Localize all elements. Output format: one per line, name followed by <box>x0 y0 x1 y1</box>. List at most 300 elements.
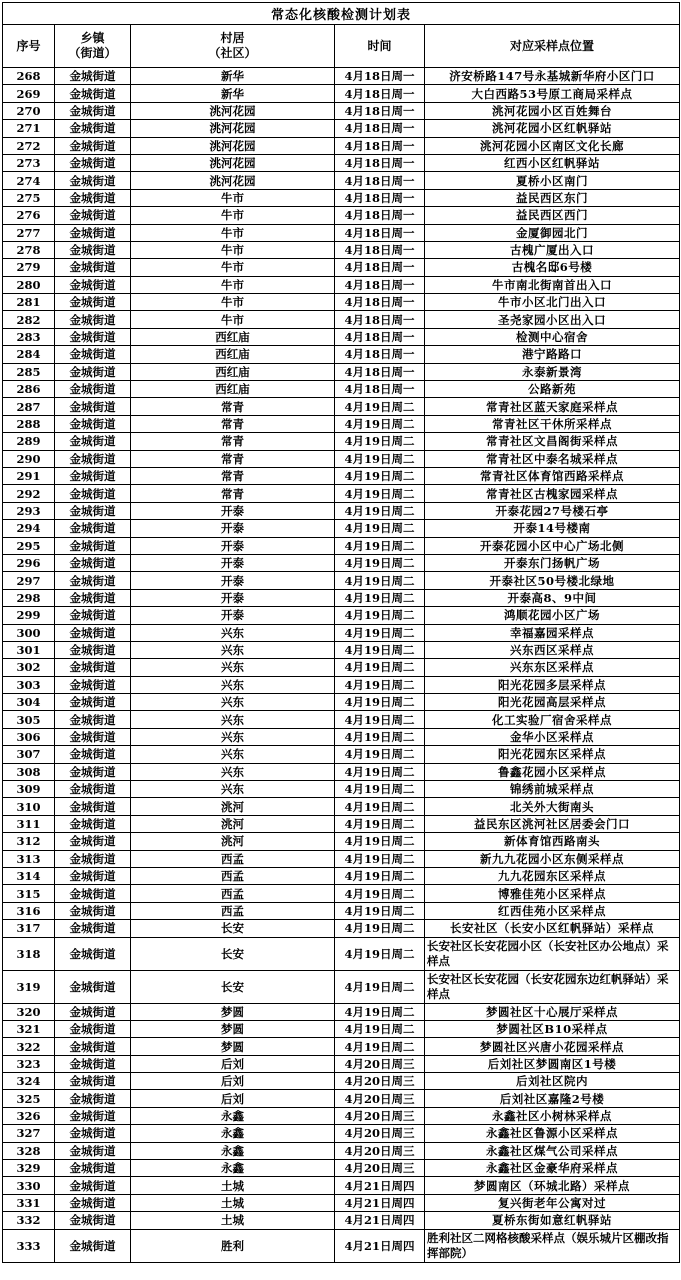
table-row <box>3 937 680 970</box>
cell-site: 圣尧家园小区出入口 <box>425 311 680 328</box>
cell-village: 兴东 <box>131 763 335 780</box>
cell-village: 洮河 <box>131 815 335 832</box>
table-row <box>3 867 680 884</box>
cell-no: 286 <box>3 381 55 398</box>
cell-site: 济安桥路147号永基城新华府小区门口 <box>425 68 680 85</box>
table-row <box>3 311 680 328</box>
cell-site: 益民西区东门 <box>425 189 680 206</box>
table-row <box>3 1194 680 1211</box>
cell-town: 金城街道 <box>55 241 131 258</box>
table-row <box>3 1212 680 1229</box>
cell-village: 兴东 <box>131 711 335 728</box>
cell-time: 4月19日周二 <box>335 711 425 728</box>
cell-town: 金城街道 <box>55 920 131 937</box>
cell-no: 320 <box>3 1003 55 1020</box>
cell-village: 牛市 <box>131 259 335 276</box>
table-row <box>3 415 680 432</box>
cell-village: 西孟 <box>131 902 335 919</box>
cell-town: 金城街道 <box>55 885 131 902</box>
cell-no: 317 <box>3 920 55 937</box>
cell-site: 开泰东门扬帆广场 <box>425 554 680 571</box>
header-row <box>3 25 680 68</box>
cell-time: 4月18日周一 <box>335 224 425 241</box>
cell-no: 268 <box>3 68 55 85</box>
table-row <box>3 1038 680 1055</box>
table-title: 常态化核酸检测计划表 <box>3 3 680 25</box>
table-row <box>3 676 680 693</box>
cell-no: 307 <box>3 746 55 763</box>
cell-time: 4月19日周二 <box>335 763 425 780</box>
cell-village: 常青 <box>131 485 335 502</box>
cell-site: 后刘社区梦圆南区1号楼 <box>425 1055 680 1072</box>
cell-no: 302 <box>3 659 55 676</box>
header-village-line2: （社区） <box>208 46 257 60</box>
cell-time: 4月18日周一 <box>335 137 425 154</box>
table-body <box>3 68 680 1263</box>
cell-town: 金城街道 <box>55 867 131 884</box>
cell-village: 常青 <box>131 415 335 432</box>
cell-time: 4月19日周二 <box>335 433 425 450</box>
cell-town: 金城街道 <box>55 259 131 276</box>
table-row <box>3 189 680 206</box>
cell-village: 西红庙 <box>131 363 335 380</box>
header-no: 序号 <box>3 25 55 68</box>
cell-site: 永鑫社区金豪华府采样点 <box>425 1160 680 1177</box>
cell-town: 金城街道 <box>55 1090 131 1107</box>
cell-time: 4月19日周二 <box>335 798 425 815</box>
cell-town: 金城街道 <box>55 172 131 189</box>
cell-village: 兴东 <box>131 781 335 798</box>
cell-town: 金城街道 <box>55 1073 131 1090</box>
table-row <box>3 485 680 502</box>
cell-town: 金城街道 <box>55 154 131 171</box>
cell-no: 316 <box>3 902 55 919</box>
cell-no: 303 <box>3 676 55 693</box>
cell-time: 4月21日周四 <box>335 1212 425 1229</box>
cell-village: 土城 <box>131 1212 335 1229</box>
cell-village: 洮河花园 <box>131 102 335 119</box>
cell-town: 金城街道 <box>55 641 131 658</box>
cell-village: 牛市 <box>131 311 335 328</box>
cell-no: 292 <box>3 485 55 502</box>
cell-town: 金城街道 <box>55 607 131 624</box>
cell-time: 4月18日周一 <box>335 68 425 85</box>
cell-time: 4月19日周二 <box>335 415 425 432</box>
cell-site: 大白西路53号原工商局采样点 <box>425 85 680 102</box>
cell-site: 兴东东区采样点 <box>425 659 680 676</box>
cell-town: 金城街道 <box>55 676 131 693</box>
cell-time: 4月19日周二 <box>335 485 425 502</box>
cell-town: 金城街道 <box>55 485 131 502</box>
cell-no: 326 <box>3 1107 55 1124</box>
cell-village: 梦圆 <box>131 1003 335 1020</box>
cell-town: 金城街道 <box>55 1160 131 1177</box>
cell-town: 金城街道 <box>55 537 131 554</box>
table-row <box>3 607 680 624</box>
cell-site: 常青社区体育馆西路采样点 <box>425 467 680 484</box>
cell-no: 287 <box>3 398 55 415</box>
cell-no: 309 <box>3 781 55 798</box>
cell-time: 4月18日周一 <box>335 154 425 171</box>
cell-village: 常青 <box>131 450 335 467</box>
cell-time: 4月18日周一 <box>335 189 425 206</box>
cell-site: 常青社区干休所采样点 <box>425 415 680 432</box>
header-time: 时间 <box>335 25 425 68</box>
cell-no: 294 <box>3 520 55 537</box>
cell-no: 331 <box>3 1194 55 1211</box>
cell-time: 4月20日周三 <box>335 1090 425 1107</box>
cell-no: 279 <box>3 259 55 276</box>
table-row <box>3 763 680 780</box>
cell-no: 284 <box>3 346 55 363</box>
cell-site: 后刘社区嘉隆2号楼 <box>425 1090 680 1107</box>
cell-no: 333 <box>3 1229 55 1262</box>
cell-village: 梦圆 <box>131 1038 335 1055</box>
table-row <box>3 467 680 484</box>
table-row <box>3 850 680 867</box>
cell-village: 开泰 <box>131 502 335 519</box>
cell-site: 阳光花园高层采样点 <box>425 694 680 711</box>
cell-town: 金城街道 <box>55 1020 131 1037</box>
table-row <box>3 885 680 902</box>
cell-no: 298 <box>3 589 55 606</box>
cell-town: 金城街道 <box>55 363 131 380</box>
cell-town: 金城街道 <box>55 1212 131 1229</box>
cell-no: 310 <box>3 798 55 815</box>
cell-time: 4月19日周二 <box>335 520 425 537</box>
header-village <box>131 25 335 68</box>
cell-village: 西孟 <box>131 850 335 867</box>
cell-time: 4月18日周一 <box>335 259 425 276</box>
cell-site: 长安社区（长安小区红帆驿站）采样点 <box>425 920 680 937</box>
cell-time: 4月19日周二 <box>335 676 425 693</box>
cell-no: 273 <box>3 154 55 171</box>
plan-table <box>2 2 680 1263</box>
cell-no: 270 <box>3 102 55 119</box>
cell-village: 开泰 <box>131 572 335 589</box>
cell-time: 4月18日周一 <box>335 381 425 398</box>
cell-time: 4月19日周二 <box>335 902 425 919</box>
cell-time: 4月19日周二 <box>335 572 425 589</box>
cell-no: 299 <box>3 607 55 624</box>
cell-site: 阳光花园东区采样点 <box>425 746 680 763</box>
table-row <box>3 815 680 832</box>
cell-site: 常青社区中泰名城采样点 <box>425 450 680 467</box>
table-row <box>3 433 680 450</box>
cell-village: 长安 <box>131 920 335 937</box>
table-row <box>3 224 680 241</box>
cell-site: 化工实验厂宿舍采样点 <box>425 711 680 728</box>
table-row <box>3 502 680 519</box>
cell-no: 315 <box>3 885 55 902</box>
cell-site: 益民西区西门 <box>425 207 680 224</box>
cell-no: 327 <box>3 1125 55 1142</box>
cell-town: 金城街道 <box>55 1194 131 1211</box>
cell-no: 276 <box>3 207 55 224</box>
cell-no: 296 <box>3 554 55 571</box>
header-town-line2: （街道） <box>68 46 117 60</box>
cell-village: 兴东 <box>131 641 335 658</box>
cell-no: 282 <box>3 311 55 328</box>
cell-village: 牛市 <box>131 189 335 206</box>
cell-time: 4月21日周四 <box>335 1177 425 1194</box>
title-row <box>3 3 680 25</box>
cell-town: 金城街道 <box>55 589 131 606</box>
cell-village: 后刘 <box>131 1055 335 1072</box>
cell-site: 牛市小区北门出入口 <box>425 294 680 311</box>
cell-site: 港宁路路口 <box>425 346 680 363</box>
cell-town: 金城街道 <box>55 137 131 154</box>
cell-site: 永鑫社区煤气公司采样点 <box>425 1142 680 1159</box>
cell-site: 长安社区长安花园（长安花园东边红帆驿站）采样点 <box>425 970 680 1003</box>
cell-time: 4月21日周四 <box>335 1229 425 1262</box>
cell-time: 4月18日周一 <box>335 294 425 311</box>
cell-site: 牛市南北街南首出入口 <box>425 276 680 293</box>
table-row <box>3 1107 680 1124</box>
cell-time: 4月19日周二 <box>335 589 425 606</box>
table-row <box>3 1073 680 1090</box>
table-row <box>3 294 680 311</box>
cell-village: 洮河花园 <box>131 172 335 189</box>
cell-time: 4月19日周二 <box>335 607 425 624</box>
cell-village: 土城 <box>131 1194 335 1211</box>
cell-town: 金城街道 <box>55 1055 131 1072</box>
cell-village: 牛市 <box>131 294 335 311</box>
cell-time: 4月19日周二 <box>335 970 425 1003</box>
cell-no: 280 <box>3 276 55 293</box>
cell-no: 322 <box>3 1038 55 1055</box>
cell-village: 常青 <box>131 467 335 484</box>
cell-time: 4月19日周二 <box>335 728 425 745</box>
cell-time: 4月19日周二 <box>335 659 425 676</box>
cell-site: 金华小区采样点 <box>425 728 680 745</box>
table-row <box>3 624 680 641</box>
cell-time: 4月19日周二 <box>335 781 425 798</box>
table-row <box>3 781 680 798</box>
cell-site: 新体育馆西路南头 <box>425 833 680 850</box>
cell-town: 金城街道 <box>55 659 131 676</box>
cell-no: 308 <box>3 763 55 780</box>
cell-time: 4月19日周二 <box>335 885 425 902</box>
cell-no: 328 <box>3 1142 55 1159</box>
cell-village: 永鑫 <box>131 1125 335 1142</box>
cell-no: 314 <box>3 867 55 884</box>
cell-time: 4月19日周二 <box>335 624 425 641</box>
cell-village: 开泰 <box>131 607 335 624</box>
cell-town: 金城街道 <box>55 467 131 484</box>
cell-village: 长安 <box>131 970 335 1003</box>
cell-village: 牛市 <box>131 241 335 258</box>
cell-village: 土城 <box>131 1177 335 1194</box>
cell-time: 4月19日周二 <box>335 867 425 884</box>
cell-site: 胜利社区二网格核酸采样点（娱乐城片区棚改指挥部院） <box>425 1229 680 1262</box>
cell-village: 洮河花园 <box>131 120 335 137</box>
cell-site: 后刘社区院内 <box>425 1073 680 1090</box>
cell-time: 4月20日周三 <box>335 1107 425 1124</box>
cell-village: 西孟 <box>131 867 335 884</box>
cell-town: 金城街道 <box>55 694 131 711</box>
table-row <box>3 328 680 345</box>
cell-no: 281 <box>3 294 55 311</box>
cell-site: 公路新苑 <box>425 381 680 398</box>
cell-no: 274 <box>3 172 55 189</box>
cell-village: 永鑫 <box>131 1107 335 1124</box>
cell-time: 4月19日周二 <box>335 833 425 850</box>
table-row <box>3 1003 680 1020</box>
cell-village: 兴东 <box>131 624 335 641</box>
cell-village: 西孟 <box>131 885 335 902</box>
cell-town: 金城街道 <box>55 781 131 798</box>
table-row <box>3 641 680 658</box>
table-row <box>3 920 680 937</box>
cell-town: 金城街道 <box>55 850 131 867</box>
table-row <box>3 694 680 711</box>
cell-site: 常青社区文昌阁街采样点 <box>425 433 680 450</box>
table-row <box>3 102 680 119</box>
table-row <box>3 381 680 398</box>
table-row <box>3 833 680 850</box>
cell-village: 牛市 <box>131 276 335 293</box>
cell-town: 金城街道 <box>55 1229 131 1262</box>
cell-town: 金城街道 <box>55 1142 131 1159</box>
cell-no: 283 <box>3 328 55 345</box>
cell-village: 兴东 <box>131 676 335 693</box>
cell-time: 4月18日周一 <box>335 207 425 224</box>
cell-town: 金城街道 <box>55 224 131 241</box>
cell-town: 金城街道 <box>55 120 131 137</box>
cell-site: 益民东区洮河社区居委会门口 <box>425 815 680 832</box>
cell-time: 4月18日周一 <box>335 102 425 119</box>
cell-town: 金城街道 <box>55 398 131 415</box>
cell-site: 兴东西区采样点 <box>425 641 680 658</box>
cell-town: 金城街道 <box>55 937 131 970</box>
table-row <box>3 363 680 380</box>
cell-site: 梦圆社区十心展厅采样点 <box>425 1003 680 1020</box>
cell-no: 271 <box>3 120 55 137</box>
cell-site: 梦圆社区B10采样点 <box>425 1020 680 1037</box>
cell-village: 兴东 <box>131 746 335 763</box>
cell-time: 4月19日周二 <box>335 502 425 519</box>
cell-town: 金城街道 <box>55 294 131 311</box>
cell-village: 洮河花园 <box>131 154 335 171</box>
table-row <box>3 398 680 415</box>
cell-village: 后刘 <box>131 1073 335 1090</box>
cell-town: 金城街道 <box>55 572 131 589</box>
cell-time: 4月18日周一 <box>335 85 425 102</box>
cell-site: 古槐广厦出入口 <box>425 241 680 258</box>
cell-town: 金城街道 <box>55 1125 131 1142</box>
cell-village: 西红庙 <box>131 346 335 363</box>
cell-time: 4月18日周一 <box>335 241 425 258</box>
cell-no: 301 <box>3 641 55 658</box>
cell-site: 梦圆南区（环城北路）采样点 <box>425 1177 680 1194</box>
cell-site: 开泰高8、9中间 <box>425 589 680 606</box>
plan-sheet <box>2 2 679 1263</box>
cell-time: 4月19日周二 <box>335 850 425 867</box>
table-row <box>3 85 680 102</box>
cell-time: 4月18日周一 <box>335 363 425 380</box>
table-row <box>3 1160 680 1177</box>
header-town <box>55 25 131 68</box>
cell-town: 金城街道 <box>55 415 131 432</box>
header-town-line1: 乡镇 <box>80 31 105 45</box>
cell-no: 312 <box>3 833 55 850</box>
cell-site: 开泰花园小区中心广场北侧 <box>425 537 680 554</box>
cell-site: 洮河花园小区百姓舞台 <box>425 102 680 119</box>
cell-time: 4月19日周二 <box>335 937 425 970</box>
cell-village: 洮河 <box>131 833 335 850</box>
cell-town: 金城街道 <box>55 711 131 728</box>
cell-town: 金城街道 <box>55 346 131 363</box>
cell-town: 金城街道 <box>55 520 131 537</box>
cell-no: 300 <box>3 624 55 641</box>
cell-time: 4月19日周二 <box>335 554 425 571</box>
table-row <box>3 1055 680 1072</box>
cell-time: 4月21日周四 <box>335 1194 425 1211</box>
cell-town: 金城街道 <box>55 68 131 85</box>
cell-time: 4月20日周三 <box>335 1055 425 1072</box>
cell-village: 开泰 <box>131 589 335 606</box>
cell-site: 长安社区长安花园小区（长安社区办公地点）采样点 <box>425 937 680 970</box>
cell-village: 洮河花园 <box>131 137 335 154</box>
table-row <box>3 728 680 745</box>
header-village-line1: 村居 <box>220 31 245 45</box>
cell-site: 夏桥东街如意红帆驿站 <box>425 1212 680 1229</box>
cell-no: 332 <box>3 1212 55 1229</box>
cell-site: 九九花园东区采样点 <box>425 867 680 884</box>
cell-time: 4月18日周一 <box>335 172 425 189</box>
table-row <box>3 659 680 676</box>
cell-village: 西红庙 <box>131 381 335 398</box>
cell-time: 4月18日周一 <box>335 311 425 328</box>
cell-village: 西红庙 <box>131 328 335 345</box>
cell-village: 开泰 <box>131 554 335 571</box>
cell-site: 复兴街老年公寓对过 <box>425 1194 680 1211</box>
cell-town: 金城街道 <box>55 763 131 780</box>
cell-no: 313 <box>3 850 55 867</box>
cell-no: 275 <box>3 189 55 206</box>
cell-town: 金城街道 <box>55 1038 131 1055</box>
table-row <box>3 1125 680 1142</box>
cell-time: 4月19日周二 <box>335 920 425 937</box>
cell-village: 常青 <box>131 433 335 450</box>
cell-town: 金城街道 <box>55 381 131 398</box>
cell-site: 红西小区红帆驿站 <box>425 154 680 171</box>
cell-site: 夏桥小区南门 <box>425 172 680 189</box>
cell-no: 272 <box>3 137 55 154</box>
cell-site: 博雅佳苑小区采样点 <box>425 885 680 902</box>
cell-time: 4月19日周二 <box>335 746 425 763</box>
cell-site: 古槐名邸6号楼 <box>425 259 680 276</box>
table-row <box>3 537 680 554</box>
cell-time: 4月19日周二 <box>335 467 425 484</box>
cell-village: 常青 <box>131 398 335 415</box>
cell-town: 金城街道 <box>55 450 131 467</box>
cell-no: 318 <box>3 937 55 970</box>
cell-time: 4月18日周一 <box>335 328 425 345</box>
cell-no: 295 <box>3 537 55 554</box>
cell-town: 金城街道 <box>55 746 131 763</box>
cell-time: 4月19日周二 <box>335 1038 425 1055</box>
cell-site: 开泰社区50号楼北绿地 <box>425 572 680 589</box>
cell-site: 永鑫社区小树林采样点 <box>425 1107 680 1124</box>
cell-site: 鸿顺花园小区广场 <box>425 607 680 624</box>
table-row <box>3 346 680 363</box>
cell-site: 开泰14号楼南 <box>425 520 680 537</box>
table-row <box>3 798 680 815</box>
table-row <box>3 154 680 171</box>
cell-no: 306 <box>3 728 55 745</box>
